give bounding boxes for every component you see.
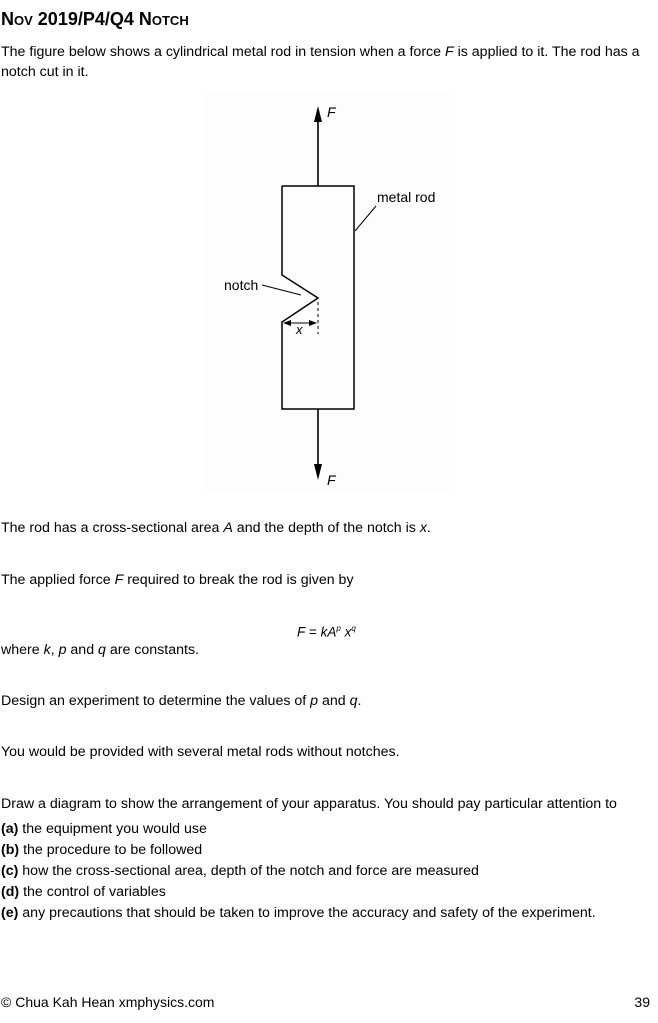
notch-label: notch [224,277,259,293]
area-sentence: The rod has a cross-sectional area A and the depth of the notch is x. [1,520,431,536]
footer-copyright: © Chua Kah Hean xmphysics.com [1,994,215,1010]
design-sentence: Design an experiment to determine the values of p and q. [1,693,362,709]
force-label-top: F [327,104,336,120]
constants-sentence: where k, p and q are constants. [1,642,199,658]
equation: $F = kA^p$ $x^q$ [297,624,356,640]
force-sentence: The applied force F required to break the rod is given by [1,572,354,588]
metal-rod-leader [355,206,376,231]
page-number: 39 [634,994,650,1010]
metal-rod-outline [282,186,354,409]
arrow-head-top [314,106,322,122]
force-label-bottom: F [327,472,336,488]
list-item: (d) the control of variables [1,884,166,900]
provided-sentence: You would be provided with several metal rods without notches. [1,744,400,760]
intro-paragraph: The figure below shows a cylindrical metal rod in tension when a force F is applied to it. The rod has a notch cut in it. [1,44,640,80]
list-item: (c) how the cross-sectional area, depth of the notch and force are measured [1,863,479,879]
list-item: (b) the procedure to be followed [1,842,203,858]
list-item: (e) any precautions that should be taken to improve the accuracy and safety of the experiment. [1,905,596,921]
arrow-head-bottom [314,464,322,480]
depth-x-label: x [296,322,303,337]
rod-figure [205,92,450,492]
instruction-sentence: Draw a diagram to show the arrangement of your apparatus. You should pay particular attention to [1,796,617,812]
list-item: (a) the equipment you would use [1,821,207,837]
notch-leader [262,285,301,295]
metal-rod-label: metal rod [377,189,436,205]
page-title: Nov 2019/P4/Q4 Notch [1,9,189,29]
